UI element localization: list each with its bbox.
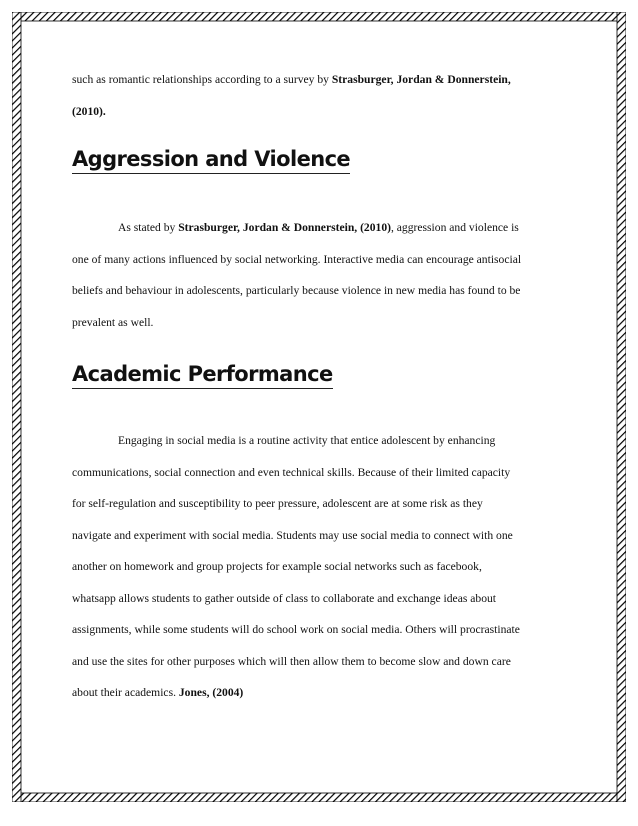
paragraph-line: about their academics. Jones, (2004) [72, 686, 244, 699]
paragraph-line: Engaging in social media is a routine activity that entice adolescent by enhancing [118, 434, 496, 447]
paragraph-line: beliefs and behaviour in adolescents, particularly because violence in new media has found to be [72, 284, 521, 297]
paragraph-line: As stated by Strasburger, Jordan & Donnerstein, (2010), aggression and violence is [118, 221, 519, 234]
section-heading-aggression: Aggression and Violence [72, 147, 350, 174]
section-heading-academic: Academic Performance [72, 362, 333, 389]
paragraph-line: one of many actions influenced by social networking. Interactive media can encourage antisocial [72, 252, 522, 266]
academic-paragraph [72, 425, 572, 709]
paragraph-line: communications, social connection and even technical skills. Because of their limited capacity [72, 465, 511, 479]
paragraph-line: another on homework and group projects for example social networks such as facebook, [72, 560, 482, 573]
aggression-paragraph [72, 212, 572, 338]
paragraph-line: assignments, while some students will do school work on social media. Others will procrastinate [72, 623, 520, 636]
paragraph-line: navigate and experiment with social media. Students may use social media to connect with one [72, 528, 513, 542]
intro-line-2: (2010). [72, 104, 106, 118]
paragraph-line: prevalent as well. [72, 315, 154, 329]
document-body [72, 64, 572, 709]
intro-line-1: such as romantic relationships according to a survey by Strasburger, Jordan & Donnerstein, [72, 73, 511, 86]
paragraph-line: for self-regulation and susceptibility to peer pressure, adolescent are at some risk as they [72, 497, 483, 510]
paragraph-line: and use the sites for other purposes which will then allow them to become slow and down care [72, 654, 511, 668]
paragraph-line: whatsapp allows students to gather outside of class to collaborate and exchange ideas about [72, 591, 497, 605]
intro-paragraph [72, 64, 572, 127]
